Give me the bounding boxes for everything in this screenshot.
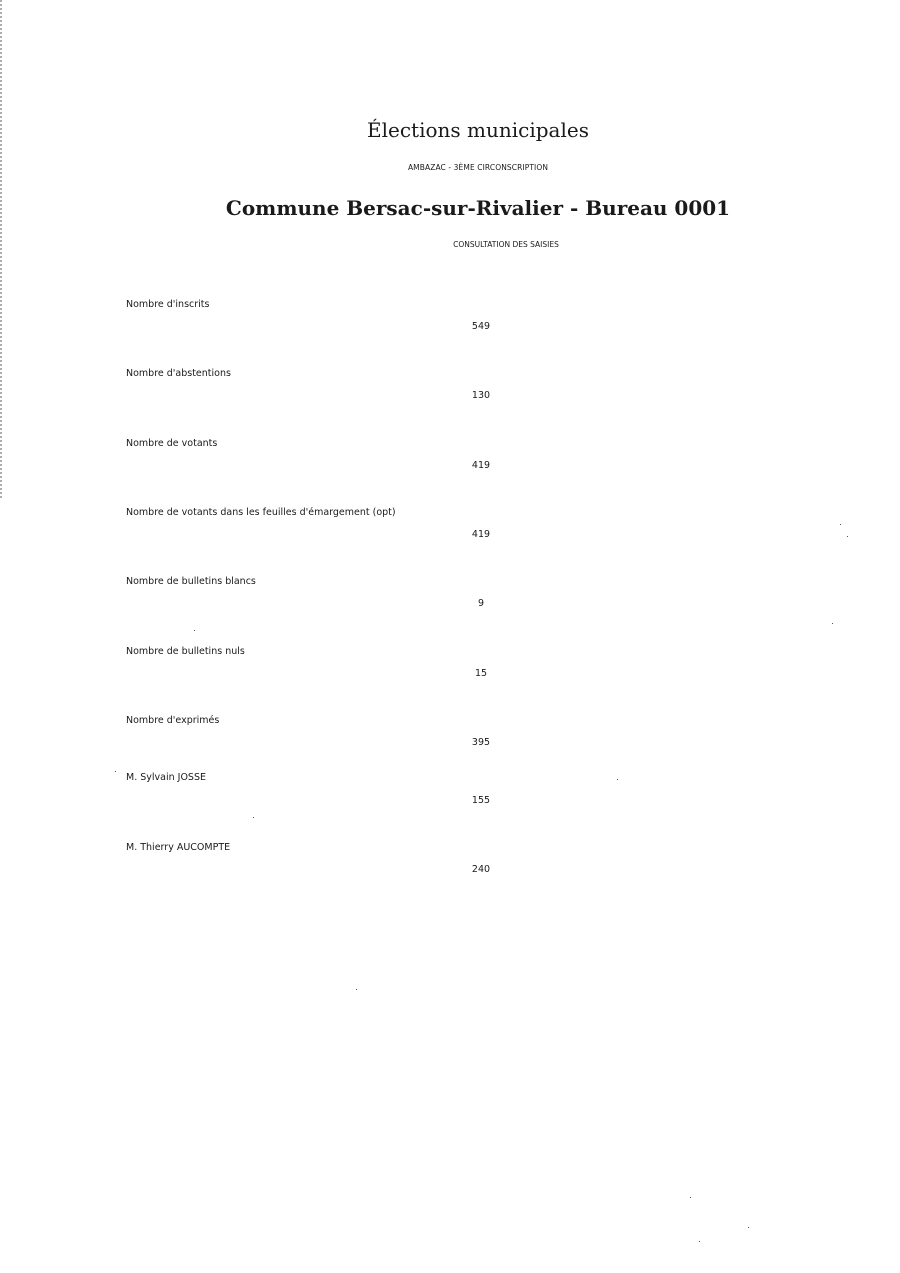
scan-speck: [748, 1227, 749, 1228]
result-value-abstentions: 130: [471, 390, 491, 401]
candidate-name: M. Thierry AUCOMPTE: [126, 842, 231, 853]
result-value-votants: 419: [471, 460, 491, 471]
scan-speck: [847, 536, 848, 537]
scan-speck: [194, 630, 195, 631]
result-value-blancs: 9: [477, 598, 485, 609]
result-label-votants-emargement: Nombre de votants dans les feuilles d'émargement (opt): [126, 507, 396, 518]
result-label-nuls: Nombre de bulletins nuls: [126, 646, 245, 657]
scan-speck: [832, 623, 833, 624]
candidate-votes: 155: [471, 795, 491, 806]
scan-speck: [840, 524, 841, 525]
result-value-inscrits: 549: [471, 321, 491, 332]
section-heading: CONSULTATION DES SAISIES: [453, 240, 559, 249]
result-label-abstentions: Nombre d'abstentions: [126, 368, 231, 379]
result-value-nuls: 15: [474, 668, 488, 679]
result-value-exprimes: 395: [471, 737, 491, 748]
result-value-votants-emargement: 419: [471, 529, 491, 540]
candidate-votes: 240: [471, 864, 491, 875]
result-label-exprimes: Nombre d'exprimés: [126, 715, 220, 726]
document-subtitle: AMBAZAC - 3ÈME CIRCONSCRIPTION: [407, 163, 549, 172]
result-label-votants: Nombre de votants: [126, 438, 218, 449]
scan-speck: [617, 779, 618, 780]
scan-speck: [690, 1197, 691, 1198]
result-label-blancs: Nombre de bulletins blancs: [126, 576, 256, 587]
document-title: Élections municipales: [367, 118, 589, 142]
result-label-inscrits: Nombre d'inscrits: [126, 299, 210, 310]
scan-speck: [115, 771, 116, 772]
candidate-name: M. Sylvain JOSSE: [126, 772, 206, 783]
scan-speck: [356, 989, 357, 990]
commune-heading: Commune Bersac-sur-Rivalier - Bureau 0001: [225, 196, 731, 220]
scan-speck: [699, 1241, 700, 1242]
scan-speck: [253, 817, 254, 818]
